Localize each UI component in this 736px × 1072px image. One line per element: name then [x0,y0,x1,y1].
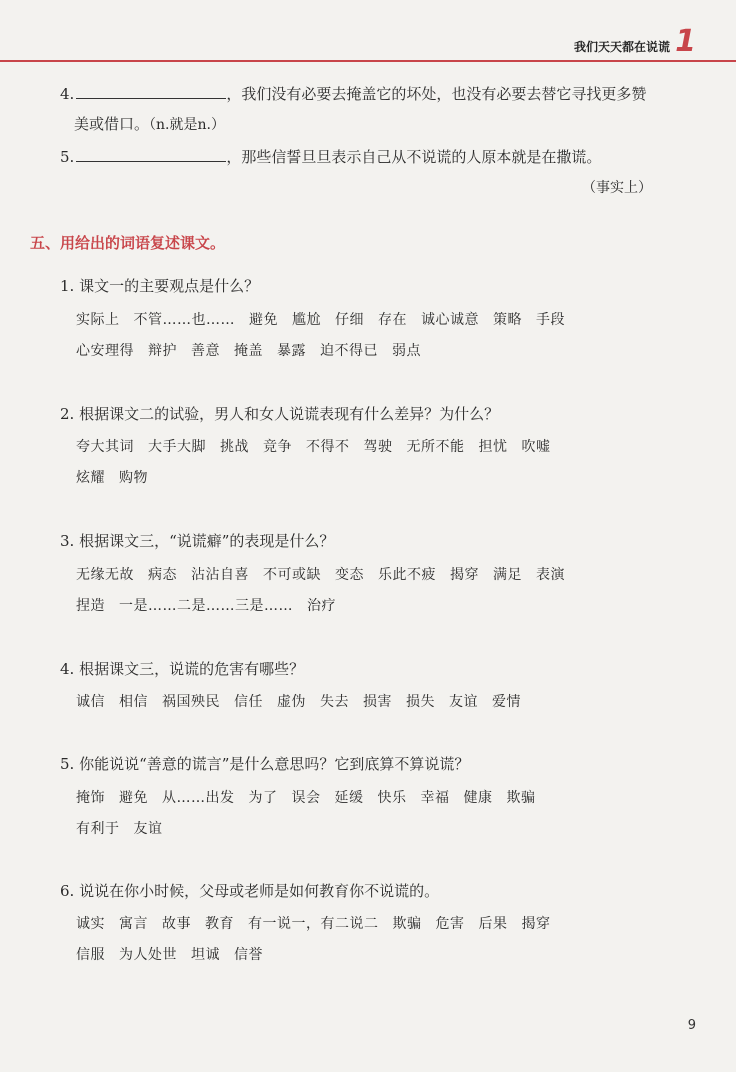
vocab-word: 有利于 [76,821,120,837]
vocab-word: 乐此不疲 [378,567,436,583]
vocab-word: 治疗 [307,598,336,614]
vocab-word: 健康 [463,790,493,806]
word-list [76,787,550,807]
vocab-word: 友谊 [133,821,163,837]
word-list [76,913,565,933]
vocab-word: 大手大脚 [148,439,206,455]
vocab-word: 祸国殃民 [162,694,220,710]
vocab-word: 无缘无故 [76,567,134,583]
question-1: 1. 课文一的主要观点是什么？ [60,277,260,295]
vocab-word: 挑战 [220,439,249,455]
vocab-word: 策略 [493,312,522,328]
item-text: 美或借口。 [74,115,150,133]
vocab-word: 迫不得已 [320,343,378,359]
vocab-word: 购物 [119,470,148,486]
vocab-word: 仔细 [335,312,364,328]
vocab-word: 寓言 [119,916,148,932]
vocab-word: 不管……也…… [133,312,235,328]
fill-item-4 [60,84,646,104]
vocab-word: 辩护 [148,343,177,359]
vocab-word: 炫耀 [76,470,105,486]
item-hint: （n.就是n.） [149,117,225,133]
word-list [76,309,579,329]
vocab-word: 捏造 [76,598,105,614]
vocab-word: 不可或缺 [263,567,321,583]
vocab-word: 信服 [76,947,105,963]
question-3: 3. 根据课文三，“说谎癖”的表现是什么？ [60,532,335,550]
question-6: 6. 说说在你小时候，父母或老师是如何教育你不说谎的。 [60,882,440,900]
fill-item-5 [60,147,601,167]
vocab-word: 驾驶 [363,439,393,455]
word-list [76,691,535,711]
vocab-word: 病态 [148,567,177,583]
vocab-word: 沾沾自喜 [191,567,249,583]
vocab-word: 延缓 [334,790,364,806]
page-header [0,0,736,66]
vocab-word: 坦诚 [191,947,220,963]
vocab-word: 误会 [291,790,321,806]
vocab-word: 满足 [493,567,522,583]
word-list [76,944,277,964]
page-number: 9 [687,1018,696,1033]
vocab-word: 手段 [536,312,565,328]
section-title: 五、用给出的词语复述课文。 [30,234,226,252]
vocab-word: 诚实 [76,916,105,932]
vocab-word: 变态 [335,567,364,583]
vocab-word: 揭穿 [521,916,551,932]
vocab-word: 损害 [363,694,392,710]
vocab-word: 爱情 [492,694,521,710]
vocab-word: 弱点 [392,343,421,359]
item-number: 5. [60,148,75,166]
unit-number: 1 [675,24,696,59]
vocab-word: 表演 [536,567,565,583]
vocab-word: 善意 [191,343,220,359]
chapter-title: 我们天天都在说谎 [573,40,670,54]
item-text: ，那些信誓旦旦表示自己从不说谎的人原本就是在撒谎。 [226,148,602,166]
word-list [76,340,435,360]
answer-blank[interactable] [76,147,226,162]
vocab-word: 夸大其词 [76,439,134,455]
item-number: 4. [60,85,75,103]
vocab-word: 后果 [478,916,508,932]
vocab-word: 避免 [249,312,278,328]
vocab-word: 诚信 [76,694,105,710]
vocab-word: 揭穿 [450,567,479,583]
answer-blank[interactable] [76,84,226,99]
vocab-word: 为了 [248,790,278,806]
vocab-word: 担忧 [478,439,508,455]
word-list [76,436,565,456]
vocab-word: 虚伪 [277,694,306,710]
header-divider [0,60,736,62]
vocab-word: 竞争 [263,439,292,455]
vocab-word: 尴尬 [292,312,321,328]
vocab-word: 为人处世 [119,947,177,963]
word-list [76,467,162,487]
vocab-word: 一是……二是……三是…… [119,598,293,614]
vocab-word: 从……出发 [162,790,235,806]
vocab-word: 危害 [435,916,465,932]
vocab-word: 欺骗 [506,790,536,806]
item-hint: （事实上） [582,180,652,196]
vocab-word: 避免 [119,790,148,806]
vocab-word: 掩盖 [234,343,263,359]
question-5: 5. 你能说说“善意的谎言”是什么意思吗？它到底算不算说谎？ [60,755,470,773]
vocab-word: 存在 [378,312,407,328]
vocab-word: 诚心诚意 [421,312,479,328]
vocab-word: 吹嘘 [521,439,551,455]
word-list [76,818,177,838]
vocab-word: 快乐 [377,790,407,806]
question-2: 2. 根据课文二的试验，男人和女人说谎表现有什么差异？为什么？ [60,405,500,423]
vocab-word: 失去 [320,694,349,710]
word-list [76,564,579,584]
vocab-word: 信誉 [234,947,263,963]
vocab-word: 暴露 [277,343,306,359]
vocab-word: 欺骗 [392,916,422,932]
vocab-word: 幸福 [420,790,450,806]
vocab-word: 掩饰 [76,790,105,806]
vocab-word: 故事 [162,916,191,932]
vocab-word: 不得不 [306,439,350,455]
fill-item-4-line2 [74,114,225,135]
vocab-word: 损失 [406,694,435,710]
vocab-word: 友谊 [449,694,478,710]
vocab-word: 实际上 [76,312,120,328]
item-text: ，我们没有必要去掩盖它的坏处，也没有必要去替它寻找更多赞 [226,85,647,103]
vocab-word: 有一说一，有二说二 [248,916,379,932]
word-list [76,595,350,615]
vocab-word: 相信 [119,694,148,710]
vocab-word: 无所不能 [406,439,465,455]
vocab-word: 信任 [234,694,263,710]
vocab-word: 心安理得 [76,343,134,359]
question-4: 4. 根据课文三，说谎的危害有哪些？ [60,660,305,678]
vocab-word: 教育 [205,916,234,932]
